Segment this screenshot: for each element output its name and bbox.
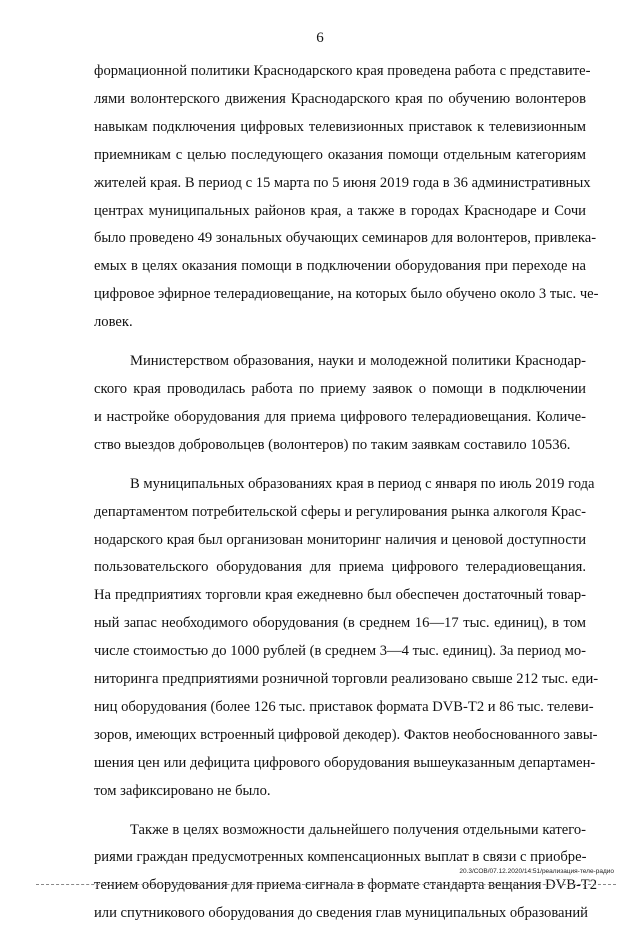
text-line: пользовательского оборудования для приема цифрового телерадиовещания.: [94, 559, 586, 576]
text-line: лями волонтерского движения Краснодарского края по обучению волонтеров: [94, 90, 586, 107]
text-line: том зафиксировано не было.: [94, 782, 271, 799]
text-line: ского края проводилась работа по приему заявок о помощи в подключении: [94, 380, 586, 397]
text-line: ниц оборудования (более 126 тыс. приставок формата DVB-T2 и 86 тыс. телеви-: [94, 698, 594, 715]
page-number: 6: [316, 30, 324, 46]
text-line: ниторинга предприятиями розничной торговли реализовано свыше 212 тыс. еди-: [94, 671, 599, 688]
text-line: нодарского края был организован мониторинг наличия и ценовой доступности: [94, 531, 586, 548]
text-line: ловек.: [94, 314, 133, 331]
text-line: центрах муниципальных районов края, а также в городах Краснодаре и Сочи: [94, 202, 586, 219]
text-line: и настройке оборудования для приема цифрового телерадиовещания. Количе-: [94, 408, 586, 425]
text-line: навыкам подключения цифровых телевизионных приставок к телевизионным: [94, 118, 586, 135]
text-line: шения цен или дефицита цифрового оборудования вышеуказанным департамен-: [94, 754, 596, 771]
document-body: [94, 58, 599, 939]
text-line: формационной политики Краснодарского края проведена работа с представите-: [94, 63, 591, 79]
text-line: или спутникового оборудования до сведения глав муниципальных образований: [94, 905, 588, 922]
text-line: зоров, имеющих встроенный цифровой декодер). Фактов необоснованного завы-: [94, 726, 598, 743]
text-line: В муниципальных образованиях края в период с января по июль 2019 года: [130, 475, 595, 492]
text-line: Министерством образования, науки и молодежной политики Краснодар-: [130, 353, 586, 370]
paragraph-3: [94, 471, 599, 806]
text-line: На предприятиях торговли края ежедневно был обеспечен достаточный товар-: [94, 587, 586, 604]
text-line: было проведено 49 зональных обучающих семинаров для волонтеров, привлека-: [94, 230, 597, 247]
text-line: ный запас необходимого оборудования (в среднем 16—17 тыс. единиц), в том: [94, 615, 586, 632]
text-line: тением оборудования для приема сигнала в формате стандарта вещания DVB-T2: [94, 877, 598, 894]
text-line: риями граждан предусмотренных компенсационных выплат в связи с приобре-: [94, 849, 587, 866]
paragraph-1: [94, 58, 599, 337]
text-line: департаментом потребительской сферы и регулирования рынка алкоголя Крас-: [94, 503, 586, 520]
paragraph-2: [94, 348, 586, 460]
document-footer-code: 20.3/СОВ/07.12.2020/14:51/реализация-теле-радио: [459, 868, 614, 875]
text-line: емых в целях оказания помощи в подключении оборудования при переходе на: [94, 258, 586, 275]
text-line: приемникам с целью последующего оказания помощи отдельным категориям: [94, 146, 586, 163]
text-line: жителей края. В период с 15 марта по 5 июня 2019 года в 36 административных: [94, 174, 591, 191]
text-line: ство выездов добровольцев (волонтеров) по таким заявкам составило 10536.: [94, 436, 571, 453]
text-line: числе стоимостью до 1000 рублей (в среднем 3—4 тыс. единиц). За период мо-: [94, 643, 586, 660]
footer-divider: [36, 884, 616, 885]
text-line: цифровое эфирное телерадиовещание, на которых было обучено около 3 тыс. че-: [94, 286, 599, 303]
text-line: Также в целях возможности дальнейшего получения отдельными катего-: [130, 821, 586, 838]
